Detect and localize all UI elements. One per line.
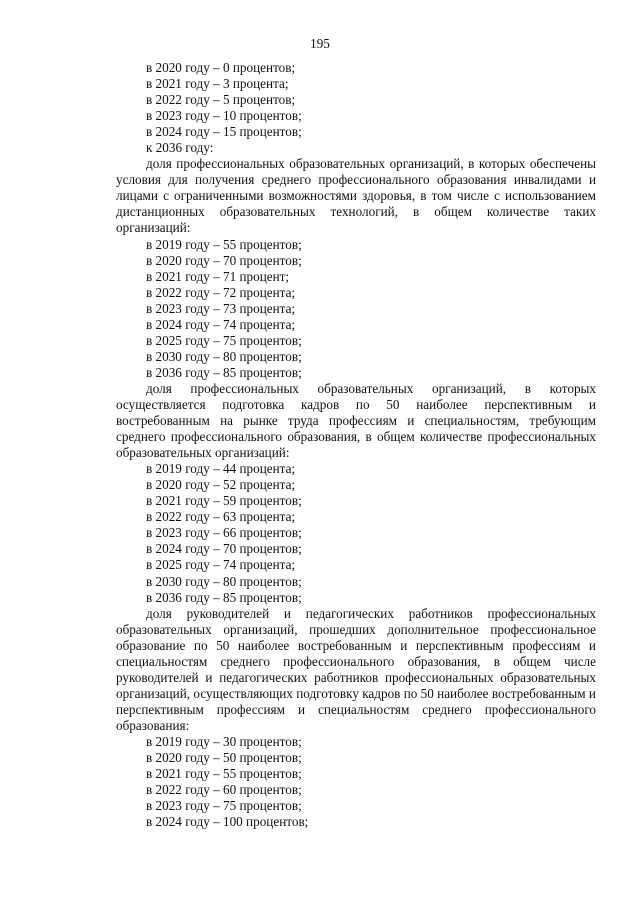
list-item: в 2019 году – 44 процента;: [146, 461, 296, 477]
list-item: в 2023 году – 73 процента;: [146, 300, 296, 316]
list-item: в 2023 году – 10 процентов;: [146, 108, 302, 124]
list-item: в 2022 году – 72 процента;: [146, 284, 296, 300]
list-item: в 2025 году – 74 процента;: [146, 557, 296, 573]
list-item: к 2036 году:: [146, 140, 214, 156]
list-item: в 2025 году – 75 процентов;: [146, 332, 302, 348]
list-item: в 2020 году – 0 процентов;: [146, 60, 296, 75]
list-item: в 2030 году – 80 процентов;: [146, 348, 302, 364]
list-item: в 2021 году – 55 процентов;: [146, 766, 302, 782]
list-item: в 2024 году – 74 процента;: [146, 316, 296, 332]
list-item: в 2021 году – 71 процент;: [146, 268, 290, 284]
list-item: в 2020 году – 70 процентов;: [146, 252, 302, 268]
list-item: в 2024 году – 70 процентов;: [146, 541, 302, 557]
list-item: в 2030 году – 80 процентов;: [146, 573, 302, 589]
list-item: в 2020 году – 50 процентов;: [146, 750, 302, 766]
list-item: в 2023 году – 75 процентов;: [146, 798, 302, 814]
list-item: в 2023 году – 66 процентов;: [146, 525, 302, 541]
list-item: в 2022 году – 63 процента;: [146, 509, 296, 525]
list-item: в 2024 году – 100 процентов;: [146, 814, 309, 830]
document-body: [116, 60, 596, 830]
list-item: в 2036 году – 85 процентов;: [146, 589, 302, 605]
paragraph: доля профессиональных образовательных организаций, в которых осуществляется подготовка кадров по 50 наиболее перспективным и востребованным на рынке труда профессиям и специальностям, требующим среднего профессионального образования, в общем количестве профессиональных образовательных организаций:: [116, 380, 596, 461]
list-item: в 2021 году – 3 процента;: [146, 76, 289, 92]
list-item: в 2021 году – 59 процентов;: [146, 493, 302, 509]
list-item: в 2019 году – 30 процентов;: [146, 733, 302, 749]
list-item: в 2036 году – 85 процентов;: [146, 364, 302, 380]
list-item: в 2022 году – 60 процентов;: [146, 782, 302, 798]
page-number: 195: [310, 36, 330, 51]
list-item: в 2022 году – 5 процентов;: [146, 92, 296, 108]
list-item: в 2020 году – 52 процента;: [146, 477, 296, 493]
list-item: в 2024 году – 15 процентов;: [146, 124, 302, 140]
paragraph: доля профессиональных образовательных организаций, в которых обеспечены условия для получения среднего профессионального образования инвалидами и лицами с ограниченными возможностями здоровья, в том числе с использованием дистанционных образовательных технологий, в общем количестве таких организаций:: [116, 156, 596, 236]
paragraph: доля руководителей и педагогических работников профессиональных образовательных организаций, прошедших дополнительное профессиональное образование по 50 наиболее востребованным и перспективным профессиям и специальностям среднего профессионального образования, в общем числе руководителей и педагогических работников профессиональных образовательных организаций, осуществляющих подготовку кадров по 50 наиболее востребованным и перспективным профессиям и специальностям среднего профессионального образования:: [116, 605, 596, 733]
list-item: в 2019 году – 55 процентов;: [146, 236, 302, 252]
